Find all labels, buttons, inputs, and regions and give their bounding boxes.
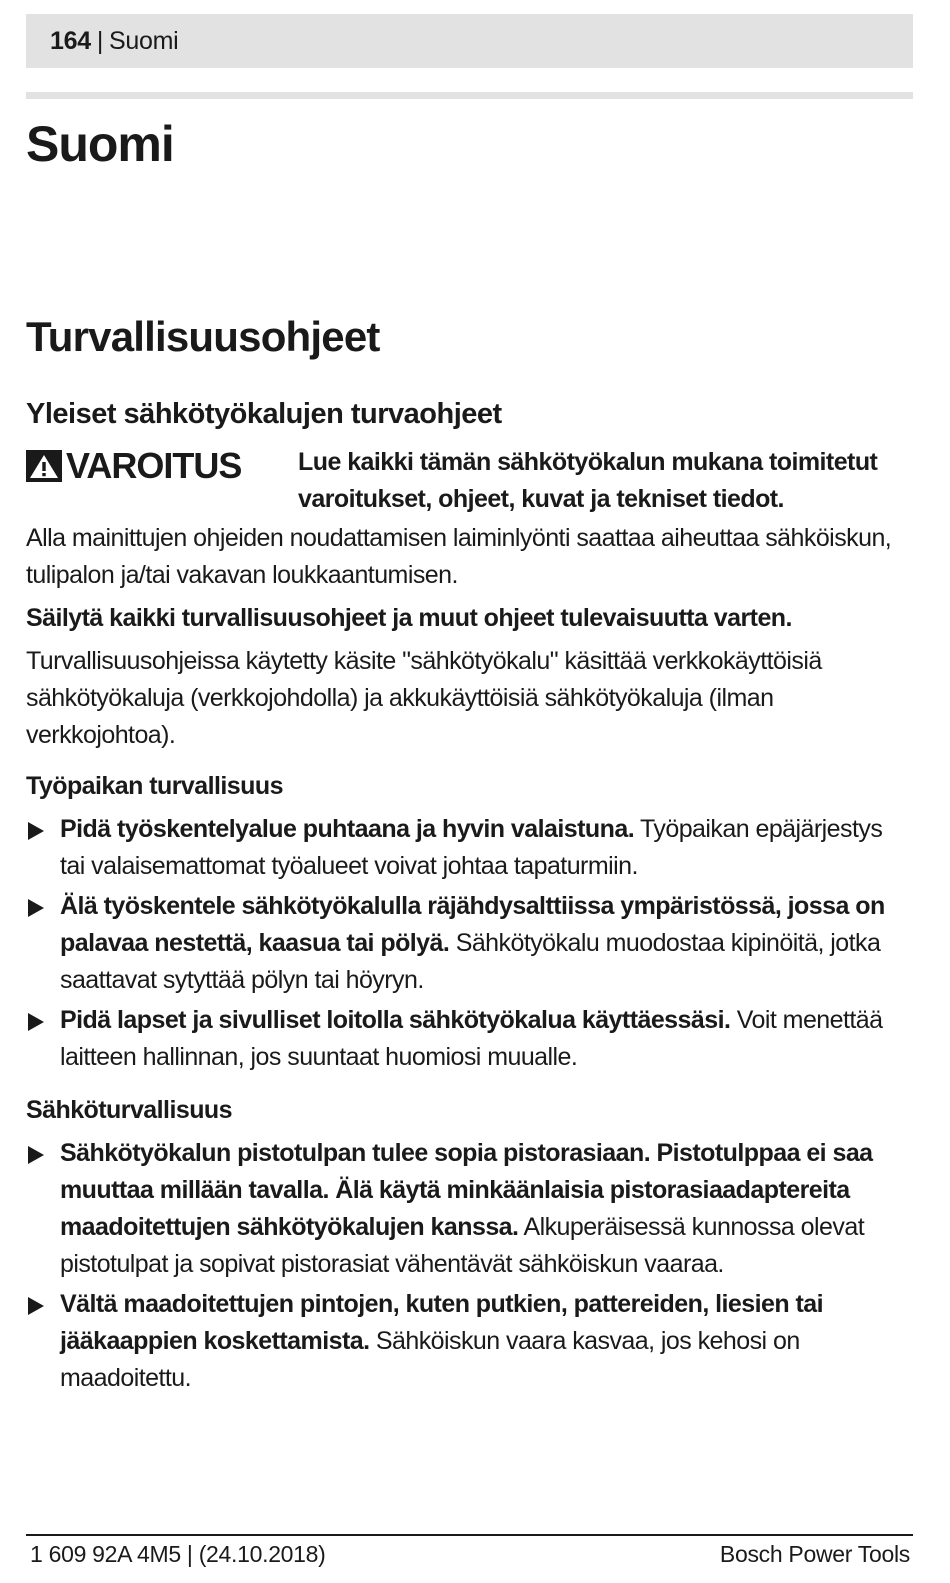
item-text: Alkuperäisessä kunnossa olevat pistotulpat ja sopivat pistorasiat vähentävät sähköiskun vaaraa. [60, 1213, 865, 1278]
workplace-heading: Työpaikan turvallisuus [26, 772, 283, 800]
item-bold: Älä työskentele sähkötyökalulla räjähdysalttiissa ympäristössä, jossa on palavaa nestettä, kaasua tai pölyä. [60, 892, 885, 957]
item-text: Sähkötyökalu muodostaa kipinöitä, jotka saattavat sytyttää pölyn tai höyryn. [60, 929, 881, 994]
warning-label-text: VAROITUS [66, 445, 242, 486]
item-bold: Pidä työskentelyalue puhtaana ja hyvin valaistuna. [60, 815, 635, 843]
paragraph-keep-instructions: Säilytä kaikki turvallisuusohjeet ja muut ohjeet tulevaisuutta varten. [26, 604, 792, 632]
warning-label [26, 446, 241, 486]
header-language: Suomi [109, 27, 179, 55]
paragraph-consequences: Alla mainittujen ohjeiden noudattamisen laiminlyönti saattaa aiheuttaa sähköiskun, tulipalon ja/tai vakavan loukkaantumisen. [26, 524, 892, 589]
paragraph-definition: Turvallisuusohjeissa käytetty käsite "sähkötyökalu" käsittää verkkokäyttöisiä sähkötyökaluja (verkkojohdolla) ja akkukäyttöisiä sähkötyökaluja (ilman verkkojohtoa). [26, 647, 822, 749]
header-separator: | [96, 27, 104, 55]
bullet-triangle-icon [28, 822, 44, 840]
item-text: Työpaikan epäjärjestys tai valaisemattomat työalueet voivat johtaa tapaturmiin. [60, 815, 883, 880]
warning-block [26, 444, 910, 520]
warning-triangle-icon [26, 450, 62, 482]
list-item [26, 1002, 910, 1076]
item-bold: Pidä lapset ja sivulliset loitolla sähkötyökalua käyttäessäsi. [60, 1006, 731, 1034]
bullet-triangle-icon [28, 1146, 44, 1164]
bullet-triangle-icon [28, 1013, 44, 1031]
electrical-heading: Sähköturvallisuus [26, 1096, 232, 1124]
list-item [26, 1286, 910, 1397]
item-bold: Sähkötyökalun pistotulpan tulee sopia pistorasiaan. Pistotulppaa ei saa muuttaa millään tavalla. Älä käytä minkäänlaisia pistorasiaadaptereita maadoitettujen sähkötyökalujen kanssa. [60, 1139, 873, 1241]
page-header [26, 14, 913, 68]
item-bold: Vältä maadoitettujen pintojen, kuten putkien, pattereiden, liesien tai jääkaappien koskettamista. [60, 1290, 824, 1355]
footer-brand: Bosch Power Tools [719, 1541, 910, 1567]
footer-document-number: 1 609 92A 4M5 | (24.10.2018) [30, 1541, 326, 1567]
warning-text: Lue kaikki tämän sähkötyökalun mukana toimitetut varoitukset, ohjeet, kuvat ja tekniset tiedot. [298, 448, 878, 513]
subheading: Yleiset sähkötyökalujen turvaohjeet [26, 398, 502, 430]
list-item [26, 888, 910, 999]
footer-rule [26, 1534, 913, 1536]
bullet-triangle-icon [28, 899, 44, 917]
header-text [50, 27, 178, 55]
bullet-triangle-icon [28, 1297, 44, 1315]
content [26, 394, 910, 1400]
list-item [26, 811, 910, 885]
page-number: 164 [50, 27, 91, 55]
item-text: Voit menettää laitteen hallinnan, jos suuntaat huomiosi muualle. [60, 1006, 883, 1071]
item-text: Sähköiskun vaara kasvaa, jos kehosi on maadoitettu. [60, 1327, 800, 1392]
section-title: Turvallisuusohjeet [26, 313, 380, 360]
list-item [26, 1135, 910, 1283]
header-rule [26, 92, 913, 99]
language-title: Suomi [26, 116, 174, 172]
